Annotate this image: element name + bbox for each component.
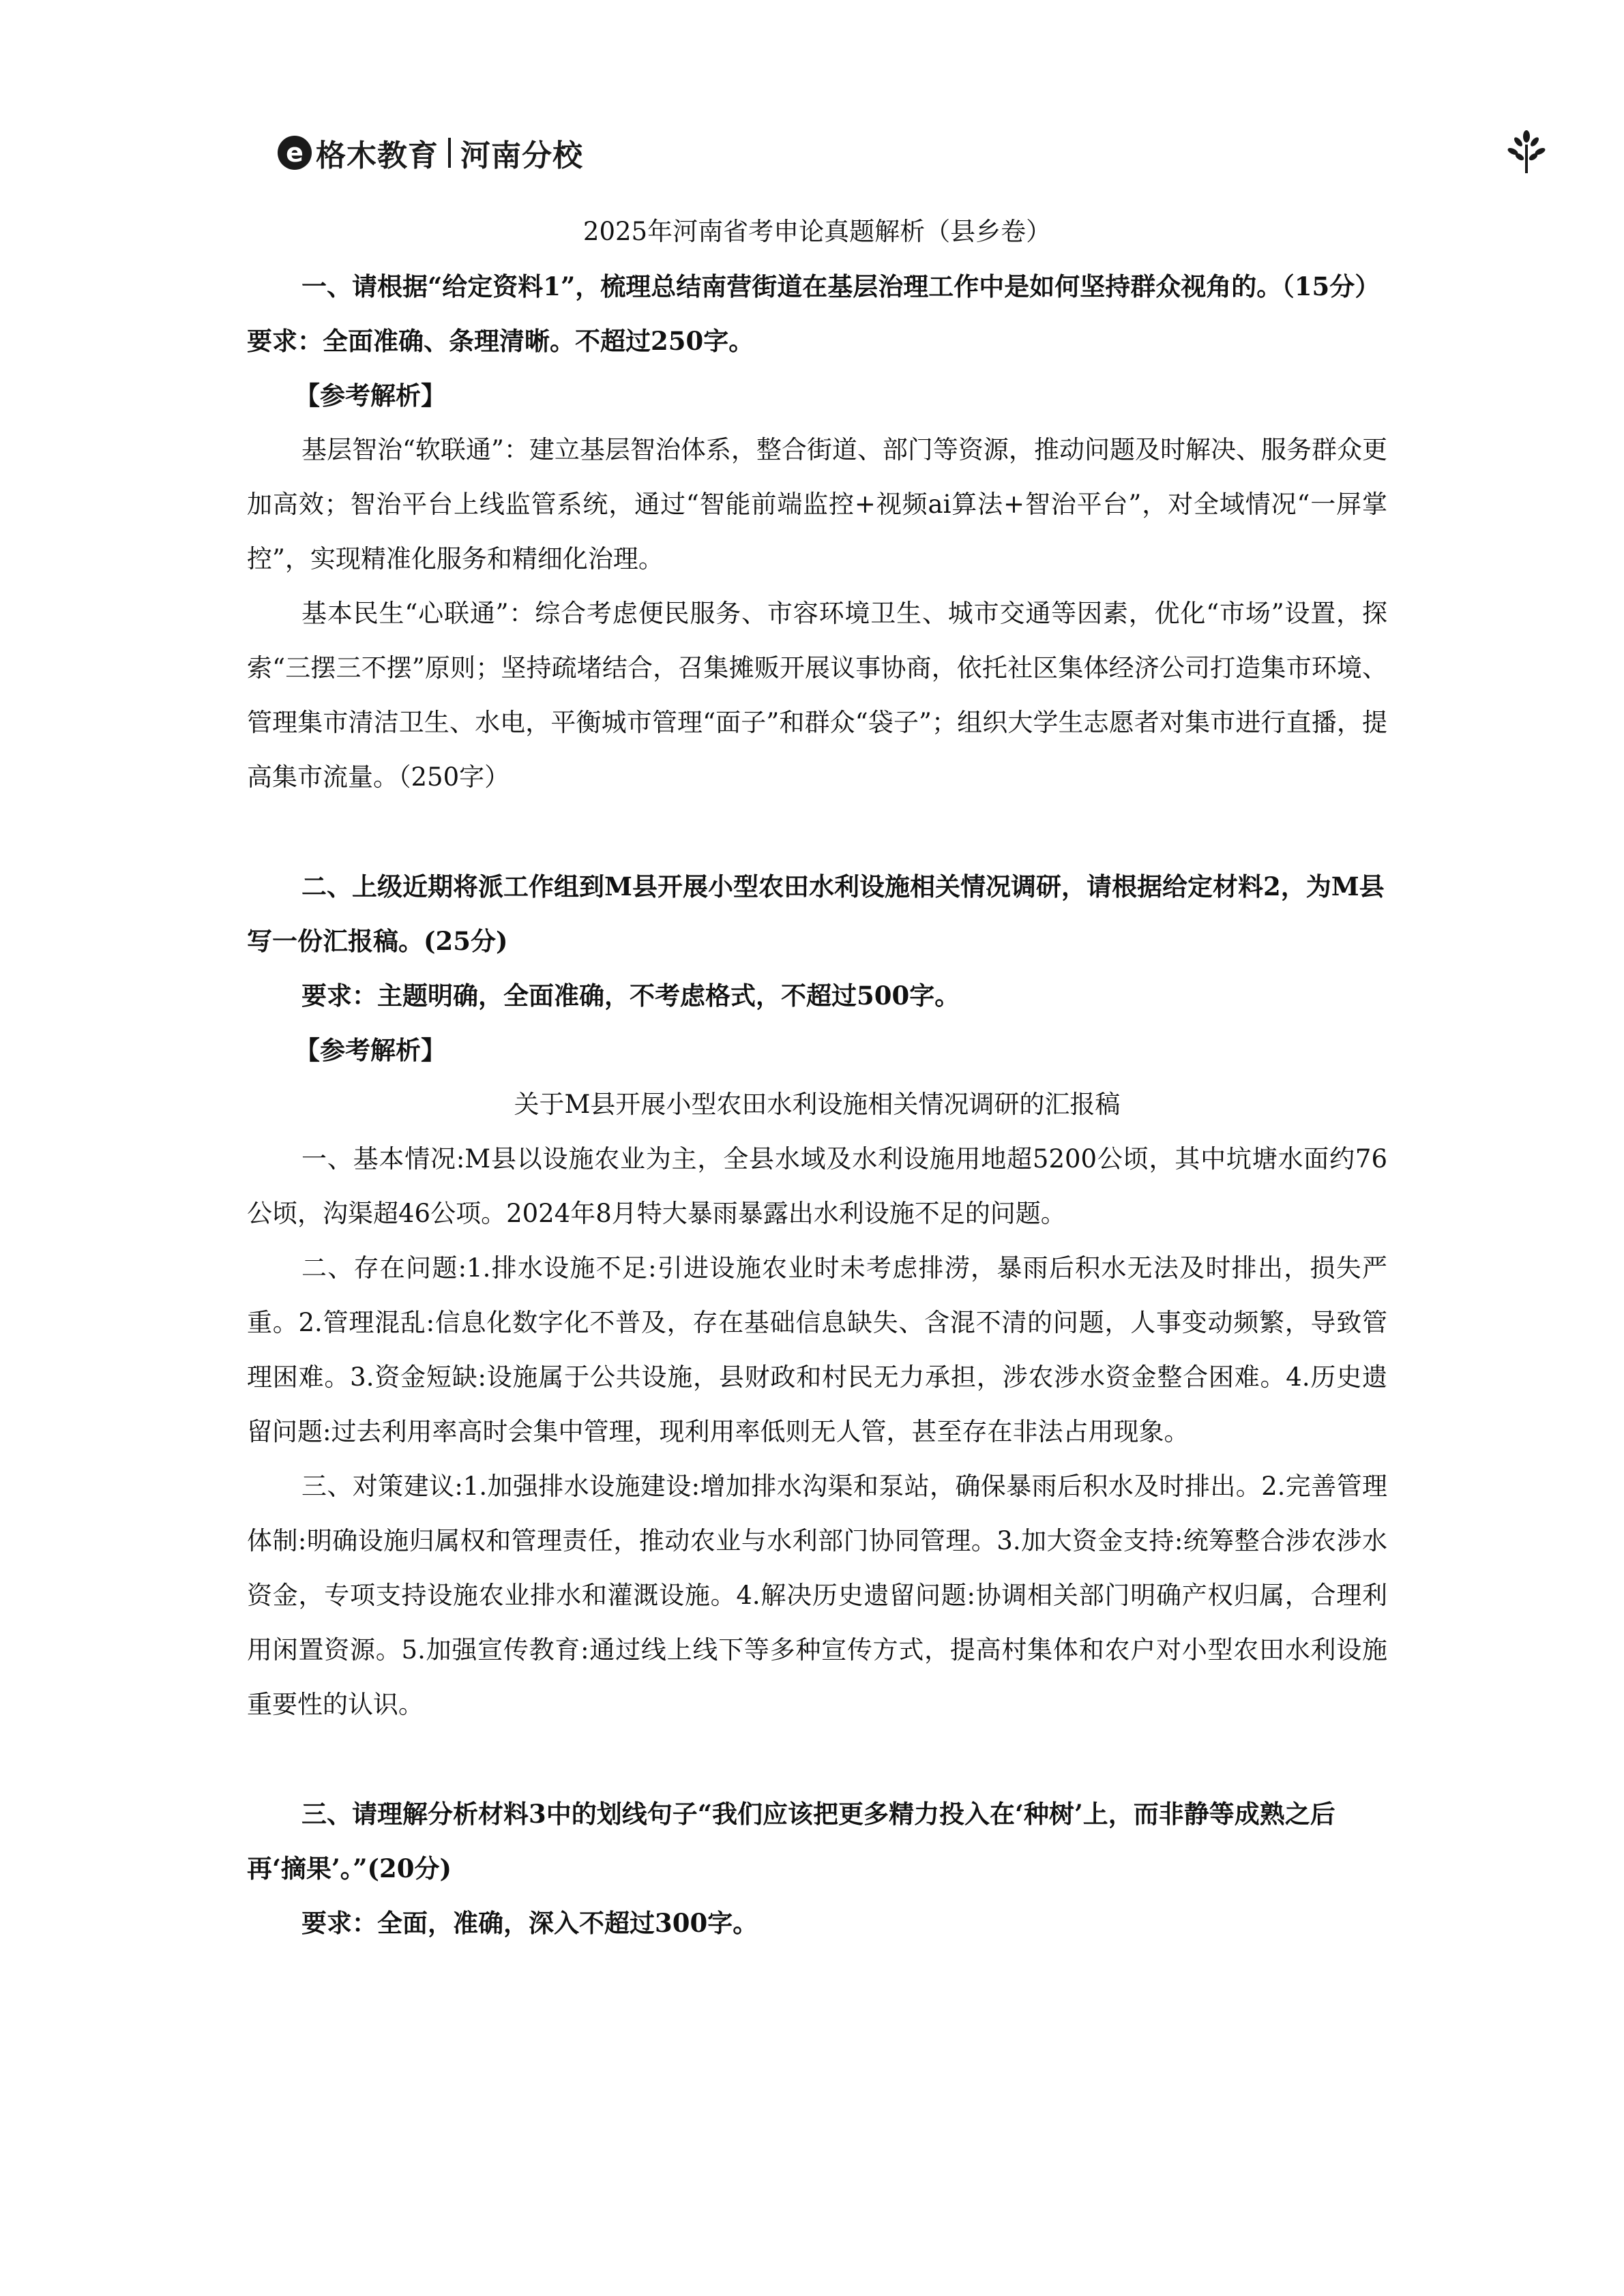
tree-leaf-icon <box>1505 130 1548 176</box>
section-gap <box>247 805 1387 859</box>
brand-logo-icon: e <box>278 136 312 170</box>
question-2: 二、上级近期将派工作组到M县开展小型农田水利设施相关情况调研，请根据给定材料2，为M县写一份汇报稿。(25分) <box>247 871 1385 956</box>
brand-name: 格木教育 <box>316 138 439 173</box>
document-title: 2025年河南省考申论真题解析（县乡卷） <box>582 217 1052 246</box>
answer-paragraph: 基层智治“软联通”：建立基层智治体系，整合街道、部门等资源，推动问题及时解决、服务群众更加高效；智治平台上线监管系统，通过“智能前端监控+视频ai算法+智治平台”，对全域情况“一屏掌控”，实现精准化服务和精细化治理。 <box>247 435 1387 573</box>
report-title: 关于M县开展小型农田水利设施相关情况调研的汇报稿 <box>514 1090 1121 1119</box>
reference-analysis-label: 【参考解析】 <box>295 381 446 411</box>
answer-paragraph: 基本民生“心联通”：综合考虑便民服务、市容环境卫生、城市交通等因素，优化“市场”设置，探索“三摆三不摆”原则；坚持疏堵结合，召集摊贩开展议事协商，依托社区集体经济公司打造集市环境、管理集市清洁卫生、水电，平衡城市管理“面子”和群众“袋子”；组织大学生志愿者对集市进行直播，提高集市流量。（250字） <box>247 599 1387 792</box>
question-3: 三、请理解分析材料3中的划线句子“我们应该把更多精力投入在‘种树’上，而非静等成熟之后再‘摘果’。”(20分) <box>247 1799 1335 1883</box>
requirement: 要求：全面，准确，深入不超过300字。 <box>301 1908 758 1938</box>
answer-paragraph: 二、存在问题:1.排水设施不足:引进设施农业时未考虑排涝，暴雨后积水无法及时排出，损失严重。2.管理混乱:信息化数字化不普及，存在基础信息缺失、含混不清的问题，人事变动频繁，导致管理困难。3.资金短缺:设施属于公共设施，县财政和村民无力承担，涉农涉水资金整合困难。4.历史遗留问题:过去利用率高时会集中管理，现利用率低则无人管，甚至存在非法占用现象。 <box>247 1253 1387 1446</box>
document-body <box>247 205 1387 1950</box>
brand-divider <box>448 138 451 168</box>
requirement: 要求：主题明确，全面准确，不考虑格式，不超过500字。 <box>301 981 960 1011</box>
answer-paragraph: 三、对策建议:1.加强排水设施建设:增加排水沟渠和泵站，确保暴雨后积水及时排出。2.完善管理体制:明确设施归属权和管理责任，推动农业与水利部门协同管理。3.加大资金支持:统筹整合涉农涉水资金，专项支持设施农业排水和灌溉设施。4.解决历史遗留问题:协调相关部门明确产权归属，合理利用闲置资源。5.加强宣传教育:通过线上线下等多种宣传方式，提高村集体和农户对小型农田水利设施重要性的认识。 <box>247 1472 1387 1719</box>
question-1: 一、请根据“给定资料1”，梳理总结南营街道在基层治理工作中是如何坚持群众视角的。（15分）要求：全面准确、条理清晰。不超过250字。 <box>247 271 1381 356</box>
answer-paragraph: 一、基本情况:M县以设施农业为主，全县水域及水利设施用地超5200公顷，其中坑塘水面约76公顷，沟渠超46公项。2024年8月特大暴雨暴露出水利设施不足的问题。 <box>247 1144 1387 1228</box>
reference-analysis-label: 【参考解析】 <box>295 1035 446 1065</box>
section-gap <box>247 1732 1387 1787</box>
brand-header <box>278 131 583 175</box>
branch-name: 河南分校 <box>460 138 583 173</box>
